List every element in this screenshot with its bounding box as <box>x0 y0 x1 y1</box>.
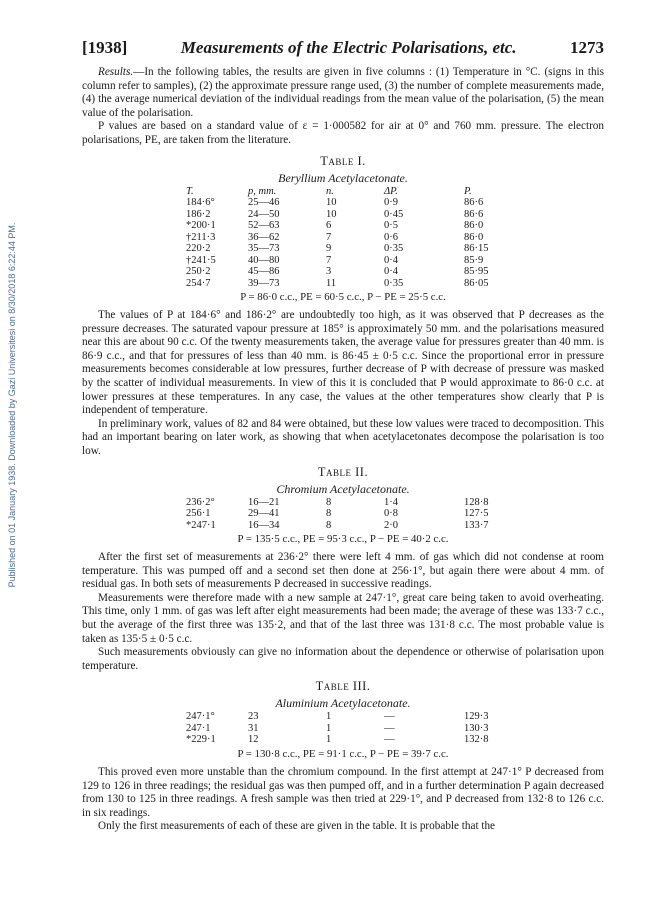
table3-summary: P = 130·8 c.c., PE = 91·1 c.c., P − PE = 39·7 c.c. <box>237 747 449 760</box>
cell-deviation: 0·5 <box>384 220 398 232</box>
table3-title: Table III. <box>315 679 371 694</box>
col-header-deviation: ΔP. <box>384 185 398 197</box>
cell-temperature: †241·5 <box>186 254 216 266</box>
table-row <box>176 508 510 520</box>
cell-polarisation: 85·95 <box>464 266 489 278</box>
discussion-paragraph-4: Measurements were therefore made with a new sample at 247·1°, great care being taken to avoid overheating. This time, only 1 mm. of gas was left after eight measurements had been made; the average of these was 133·7 c.c., but the average of the first three was 135·2, and that of the last three was 131·8 c.c. The most probable value is taken as 135·5 ± 0·5 c.c. <box>82 591 604 645</box>
cell-pressure: 35—73 <box>248 243 280 255</box>
table-row <box>176 266 510 278</box>
table1-subtitle: Beryllium Acetylacetonate. <box>278 170 408 185</box>
cell-temperature: 247·1 <box>186 722 211 734</box>
discussion-paragraph-6: This proved even more unstable than the chromium compound. In the first attempt at 247·1° P decreased from 129 to 126 in three readings; the residual gas was then pumped off, and in a further determination P again decreased from 130 to 125 in three readings. A fresh sample was then tried at 229·1°, and P decreased from 132·8 to 126 c.c. in six readings. <box>82 765 604 819</box>
results-label: Results. <box>98 66 134 78</box>
cell-pressure: 31 <box>248 722 259 734</box>
cell-temperature: 220·2 <box>186 243 211 255</box>
table-row <box>176 520 510 532</box>
cell-deviation: — <box>384 734 395 746</box>
cell-count: 3 <box>326 266 332 278</box>
cell-temperature: 256·1 <box>186 508 211 520</box>
cell-pressure: 16—21 <box>248 496 280 508</box>
table2-subtitle: Chromium Acetylacetonate. <box>276 481 410 496</box>
cell-pressure: 52—63 <box>248 220 280 232</box>
cell-count: 1 <box>326 734 332 746</box>
table1-summary: P = 86·0 c.c., PE = 60·5 c.c., P − PE = 25·5 c.c. <box>240 291 446 304</box>
cell-deviation: 0·6 <box>384 231 398 243</box>
download-watermark <box>4 130 20 690</box>
page-number: 1273 <box>569 38 604 57</box>
header-year: [1938] <box>82 38 128 57</box>
cell-count: 10 <box>326 197 337 209</box>
cell-temperature: †211·3 <box>186 231 216 243</box>
cell-temperature: 184·6° <box>186 197 215 209</box>
cell-polarisation: 86·6 <box>464 197 484 209</box>
table-row <box>176 278 510 290</box>
cell-deviation: — <box>384 722 395 734</box>
table-row <box>176 209 510 221</box>
discussion-paragraph-7: Only the first measurements of each of these are given in the table. It is probable that the <box>98 820 496 833</box>
col-header-pressure: p, mm. <box>248 185 277 197</box>
cell-deviation: 0·9 <box>384 197 398 209</box>
cell-deviation: 0·8 <box>384 508 398 520</box>
cell-deviation: — <box>384 711 395 723</box>
cell-deviation: 2·0 <box>384 519 398 531</box>
cell-polarisation: 86·6 <box>464 208 484 220</box>
cell-pressure: 36—62 <box>248 231 280 243</box>
table-row <box>176 197 510 209</box>
cell-polarisation: 130·3 <box>464 722 489 734</box>
cell-pressure: 16—34 <box>248 519 280 531</box>
cell-count: 11 <box>326 277 337 289</box>
cell-polarisation: 132·8 <box>464 734 489 746</box>
cell-pressure: 25—46 <box>248 197 280 209</box>
cell-count: 1 <box>326 711 332 723</box>
table2 <box>176 497 510 532</box>
results-paragraph <box>82 66 604 120</box>
results-text: —In the following tables, the results are given in five columns : (1) Temperature in °C. (signs in this column refer to samples), (2) the approximate pressure range used, (3) the number of complete measurements made, (4) the average numerical deviation of the individual readings from the mean value of the polarisation, (5) the mean value of the polarisation. <box>82 66 604 119</box>
cell-count: 9 <box>326 243 332 255</box>
col-header-temperature: T. <box>186 185 194 197</box>
p-values-paragraph: P values are based on a standard value of ε = 1·000582 for air at 0° and 760 mm. pressure. The electron polarisations, PE, are taken from the literature. <box>82 120 604 146</box>
cell-deviation: 0·4 <box>384 254 398 266</box>
table2-summary: P = 135·5 c.c., PE = 95·3 c.c., P − PE = 40·2 c.c. <box>237 533 449 546</box>
cell-temperature: 236·2° <box>186 496 215 508</box>
cell-count: 6 <box>326 220 332 232</box>
table-row <box>176 220 510 232</box>
table3 <box>176 711 510 746</box>
discussion-paragraph-3: After the first set of measurements at 236·2° there were left 4 mm. of gas which did not condense at room temperature. This was pumped off and a second set then done at 256·1°, but again there were about 4 mm. of residual gas. In both sets of measurements P decreased in successive readings. <box>82 551 604 591</box>
cell-deviation: 0·45 <box>384 208 404 220</box>
cell-polarisation: 133·7 <box>464 519 489 531</box>
discussion-paragraph-1: The values of P at 184·6° and 186·2° are undoubtedly too high, as it was observed that P decreases as the pressure decreases. The saturated vapour pressure at 185° is approximately 50 mm. and the polarisations measured near this are about 90 c.c. Of the twenty measurements taken, the average value for pressures greater than 40 mm. is 86·9 c.c., and that for pressures of less than 40 mm. is 86·45 ± 0·5 c.c. Since the proportional error in pressure measurements becomes considerable at low pressures, further decrease of P with decrease of pressure was masked by the scatter of individual measurements. In view of this it is concluded that P would approximate to 86·0 c.c. at lower pressures at these temperatures. In any case, the values at the other temperatures show clearly that P is independent of temperature. <box>82 309 604 417</box>
header-title: Measurements of the Electric Polarisations, etc. <box>180 38 517 57</box>
cell-pressure: 29—41 <box>248 508 280 520</box>
cell-temperature: 254·7 <box>186 277 211 289</box>
cell-temperature: 186·2 <box>186 208 211 220</box>
cell-temperature: *200·1 <box>186 220 216 232</box>
discussion-paragraph-5: Such measurements obviously can give no information about the dependence or otherwise of polarisation upon temperature. <box>82 646 604 672</box>
cell-pressure: 23 <box>248 711 259 723</box>
cell-pressure: 12 <box>248 734 259 746</box>
table1-body <box>176 197 510 289</box>
cell-pressure: 45—86 <box>248 266 280 278</box>
table-header-row <box>176 186 510 198</box>
table-row <box>176 255 510 267</box>
cell-temperature: *229·1 <box>186 734 216 746</box>
table1-title: Table I. <box>320 153 366 168</box>
cell-count: 7 <box>326 231 332 243</box>
cell-polarisation: 127·5 <box>464 508 489 520</box>
cell-temperature: 247·1° <box>186 711 215 723</box>
cell-count: 8 <box>326 496 332 508</box>
table2-body <box>176 497 510 532</box>
cell-deviation: 0·35 <box>384 243 404 255</box>
cell-polarisation: 128·8 <box>464 496 489 508</box>
table-row <box>176 243 510 255</box>
cell-pressure: 40—80 <box>248 254 280 266</box>
col-header-count: n. <box>326 185 334 197</box>
table-row <box>176 723 510 735</box>
cell-deviation: 0·4 <box>384 266 398 278</box>
cell-temperature: *247·1 <box>186 519 216 531</box>
table3-body <box>176 711 510 746</box>
cell-polarisation: 86·05 <box>464 277 489 289</box>
table-row <box>176 497 510 509</box>
cell-count: 1 <box>326 722 332 734</box>
cell-deviation: 1·4 <box>384 496 398 508</box>
download-watermark-text: Published on 01 January 1938. Downloaded by Gazi Universitesi on 8/30/2018 6:22:44 PM. <box>7 222 17 588</box>
cell-pressure: 24—50 <box>248 208 280 220</box>
cell-temperature: 250·2 <box>186 266 211 278</box>
cell-polarisation: 86·0 <box>464 231 484 243</box>
cell-polarisation: 86·0 <box>464 220 484 232</box>
table-row <box>176 232 510 244</box>
cell-count: 10 <box>326 208 337 220</box>
cell-polarisation: 85·9 <box>464 254 484 266</box>
cell-deviation: 0·35 <box>384 277 404 289</box>
table3-subtitle: Aluminium Acetylacetonate. <box>275 696 411 711</box>
running-header <box>82 38 604 58</box>
cell-pressure: 39—73 <box>248 277 280 289</box>
table2-title: Table II. <box>317 464 369 479</box>
cell-polarisation: 129·3 <box>464 711 489 723</box>
cell-count: 7 <box>326 254 332 266</box>
discussion-paragraph-2: In preliminary work, values of 82 and 84 were obtained, but these low values were traced to decomposition. This had an important bearing on later work, as showing that when acetylacetonates decompose the polarisation is too low. <box>82 417 604 457</box>
cell-count: 8 <box>326 519 332 531</box>
cell-count: 8 <box>326 508 332 520</box>
col-header-polarisation: P. <box>464 185 472 197</box>
journal-page <box>82 38 604 834</box>
table1 <box>176 186 510 290</box>
table-row <box>176 711 510 723</box>
cell-polarisation: 86·15 <box>464 243 489 255</box>
table-row <box>176 734 510 746</box>
